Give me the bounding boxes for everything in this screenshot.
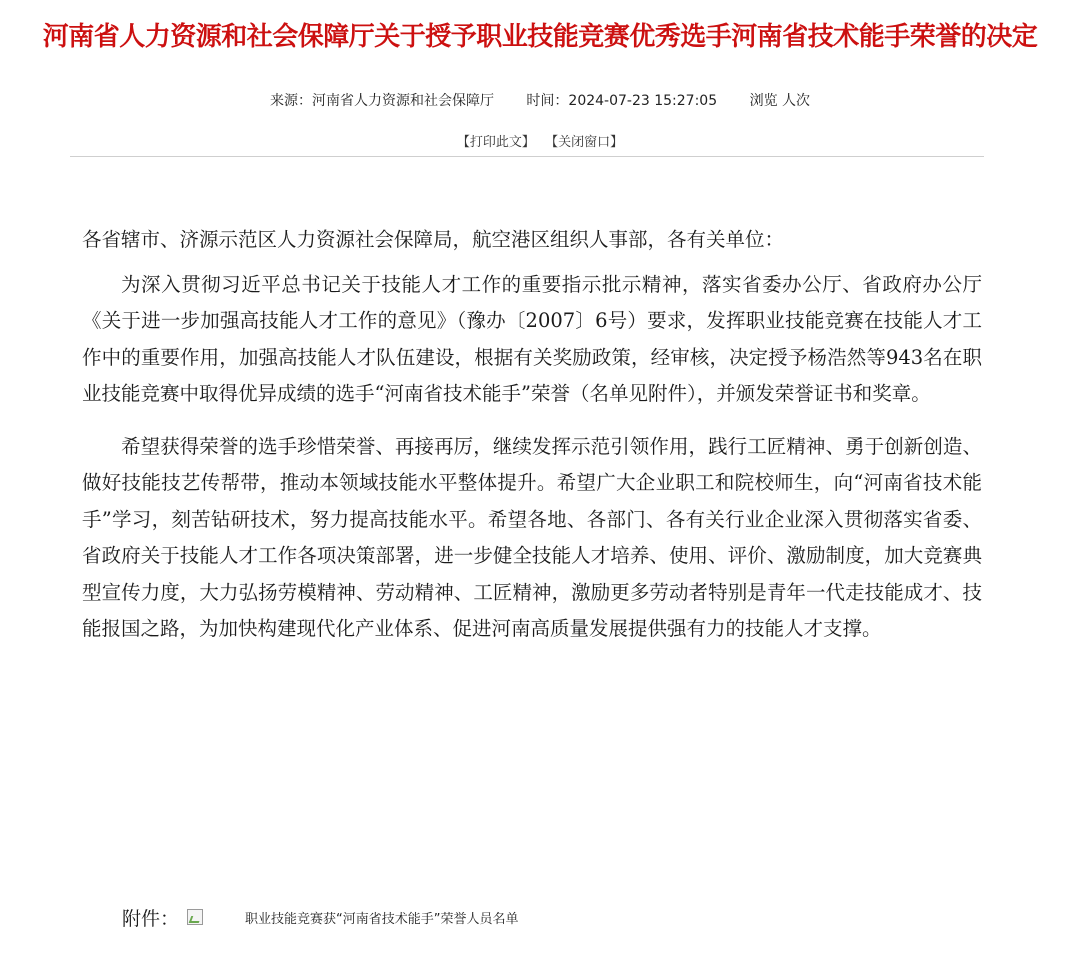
article-body bbox=[82, 222, 982, 648]
paragraph-2: 希望获得荣誉的选手珍惜荣誉、再接再厉，继续发挥示范引领作用，践行工匠精神、勇于创新创造、做好技能技艺传帮带，推动本领域技能水平整体提升。希望广大企业职工和院校师生，向“河南省技术能手”学习，刻苦钻研技术，努力提高技能水平。希望各地、各部门、各有关行业企业深入贯彻落实省委、省政府关于技能人才工作各项决策部署，进一步健全技能人才培养、使用、评价、激励制度，加大竞赛典型宣传力度，大力弘扬劳模精神、劳动精神、工匠精神，激励更多劳动者特别是青年一代走技能成才、技能报国之路，为加快构建现代化产业体系、促进河南高质量发展提供强有力的技能人才支撑。 bbox=[82, 434, 982, 640]
page-title: 河南省人力资源和社会保障厅关于授予职业技能竞赛优秀选手河南省技术能手荣誉的决定 bbox=[42, 22, 1038, 52]
attachment-label: 附件： bbox=[122, 907, 180, 930]
header-divider bbox=[70, 156, 984, 157]
close-window-link[interactable]: 【关闭窗口】 bbox=[545, 135, 624, 150]
attachment-link[interactable]: 职业技能竞赛获“河南省技术能手”荣誉人员名单 bbox=[245, 911, 519, 927]
paragraph-1: 为深入贯彻习近平总书记关于技能人才工作的重要指示批示精神，落实省委办公厅、省政府办公厅《关于进一步加强高技能人才工作的意见》（豫办〔2007〕6号）要求，发挥职业技能竞赛在技能人才工作中的重要作用，加强高技能人才队伍建设，根据有关奖励政策，经审核，决定授予杨浩然等943名在职业技能竞赛中取得优异成绩的选手“河南省技术能手”荣誉（名单见附件），并颁发荣誉证书和奖章。 bbox=[82, 272, 982, 405]
source-label: 来源：河南省人力资源和社会保障厅 bbox=[269, 93, 494, 109]
view-count: 浏览 人次 bbox=[749, 93, 811, 109]
salutation: 各省辖市、济源示范区人力资源社会保障局，航空港区组织人事部，各有关单位： bbox=[82, 228, 785, 251]
publish-time: 时间：2024-07-23 15:27:05 bbox=[526, 93, 718, 109]
article-actions bbox=[0, 131, 1080, 150]
attachment-row bbox=[122, 903, 519, 931]
print-link[interactable]: 【打印此文】 bbox=[456, 135, 535, 150]
article-meta bbox=[0, 90, 1080, 110]
broken-image-icon bbox=[187, 909, 203, 925]
